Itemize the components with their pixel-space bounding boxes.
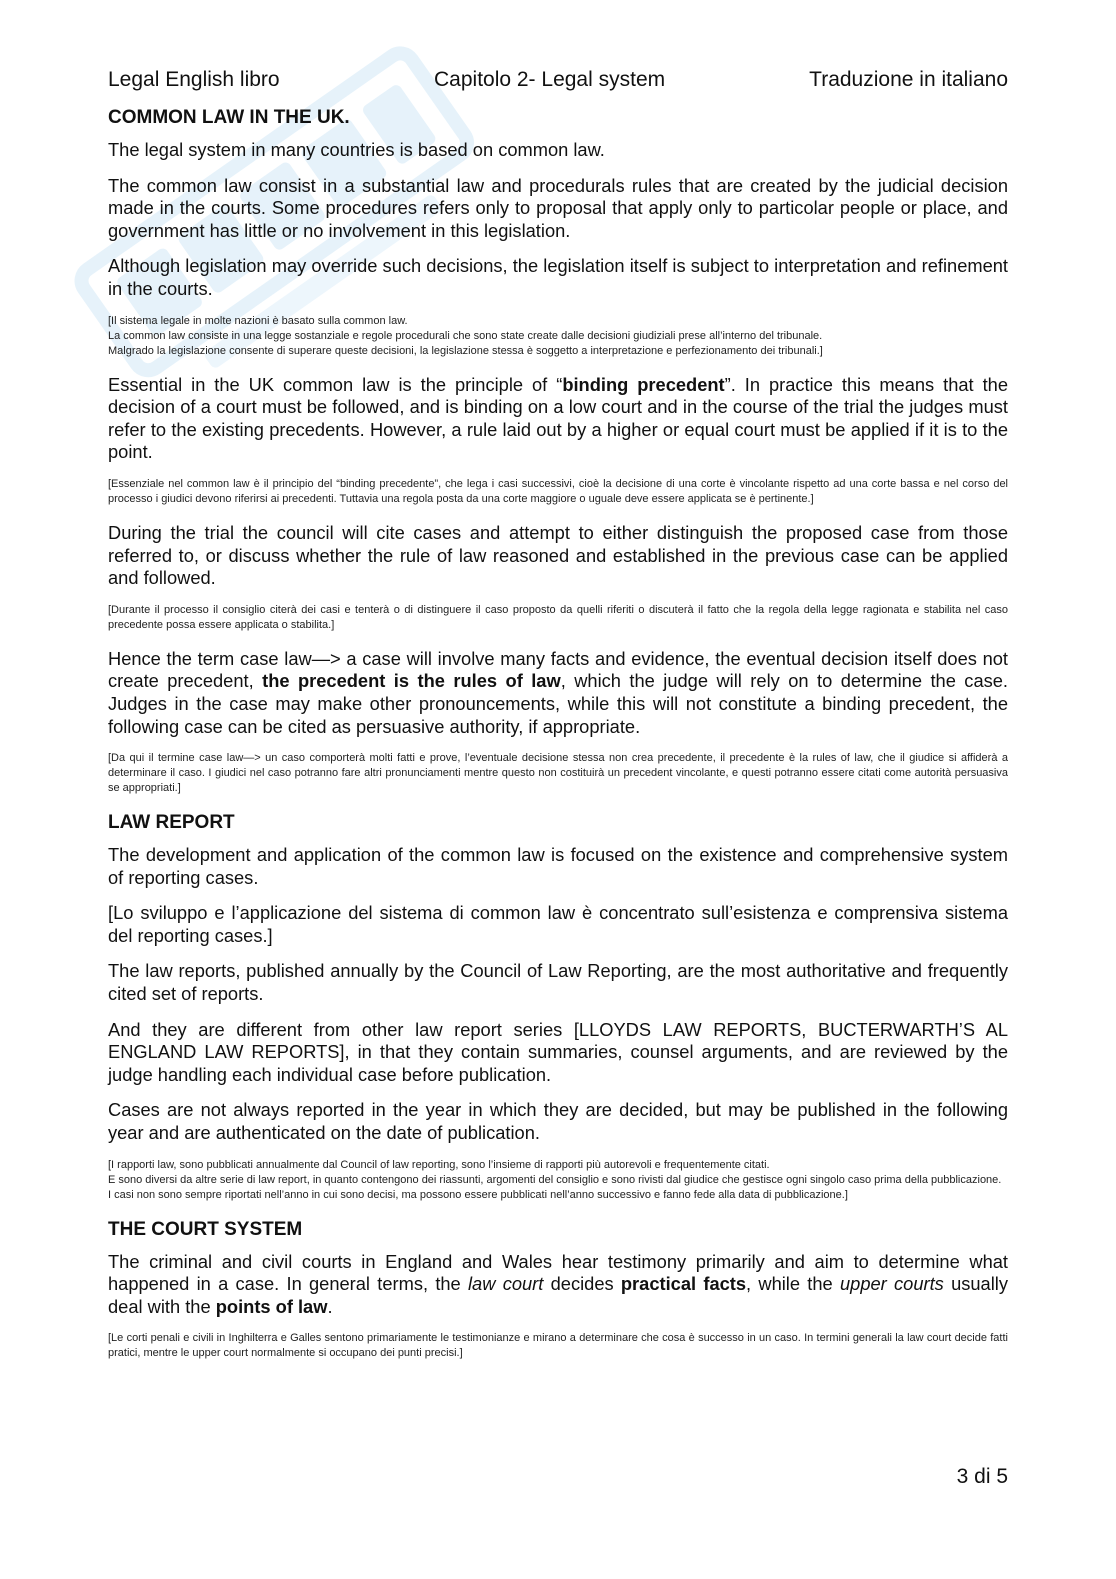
bold-term: practical facts — [620, 1273, 747, 1295]
translation-line: [Il sistema legale in molte nazioni è basato sulla common law. — [108, 314, 408, 327]
text-run: decides — [543, 1273, 621, 1295]
paragraph: The legal system in many countries is based on common law. — [108, 139, 605, 160]
paragraph: Although legislation may override such decisions, the legislation itself is subject to interpretation and refinement in the courts. — [108, 255, 1008, 299]
translation-block: [Durante il processo il consiglio citerà dei casi e tenterà o di distinguere il caso proposto da quelli riferiti o discuterà il fatto che la regola della legge ragionata e stabilita nel caso precedente possa essere applicata o stabilita.] — [108, 603, 1008, 631]
paragraph-case-law — [108, 648, 1008, 738]
text-run: , which the judge will rely on to determine the case. Judges in the case may make other pronouncements, while this will not constitute a binding precedent, the following case can be cited as persuasive authority, if appropriate. — [108, 670, 1009, 737]
paragraph: During the trial the council will cite cases and attempt to either distinguish the proposed case from those referred to, or discuss whether the rule of law reasoned and established in the previous case can be applied and followed. — [108, 521, 1008, 589]
translation-block — [108, 314, 1008, 359]
translation-line: [I rapporti law, sono pubblicati annualmente dal Council of law reporting, sono l’insieme di rapporti più autorevoli e frequentemente citati. — [108, 1158, 770, 1171]
paragraph: And they are different from other law report series [LLOYDS LAW REPORTS, BUCTERWARTH’S AL ENGLAND LAW REPORTS], in that they contain summaries, counsel arguments, and are reviewed by the judge handling each individual case before publication. — [108, 1018, 1008, 1085]
text-run: ”. In practice this means that the decision of a court must be followed, and is binding on a low court and in the course of the trial the judges must refer to the existing precedents. However, a rule laid out by a higher or equal court must be applied if it is to the point. — [108, 373, 1009, 463]
bold-term: binding precedent — [562, 373, 725, 395]
translation-block: [Le corti penali e civili in Inghilterra e Galles sentono primariamente le testimonianze e mirano a determinare che cosa è successo in un caso. In termini generali la law court decide fatti pratici, mentre le upper court normalmente si occupano dei punti precisi.] — [108, 1332, 1008, 1360]
bold-term: the precedent is the rules of law — [262, 670, 561, 692]
section-heading-common-law: COMMON LAW IN THE UK. — [108, 107, 350, 128]
italic-term: law court — [468, 1273, 544, 1295]
header-center: Capitolo 2- Legal system — [434, 68, 666, 91]
header-right: Traduzione in italiano — [809, 68, 1008, 91]
page-number: 3 di 5 — [956, 1465, 1008, 1488]
translation-line: I casi non sono sempre riportati nell’anno in cui sono decisi, ma possono essere pubblicati nell’anno successivo e fanno fede alla data di pubblicazione.] — [108, 1188, 848, 1201]
paragraph-court-system — [108, 1251, 1008, 1319]
paragraph: The law reports, published annually by the Council of Law Reporting, are the most authoritative and frequently cited set of reports. — [108, 960, 1008, 1005]
translation-line: La common law consiste in una legge sostanziale e regole procedurali che sono state create dalle decisioni giudiziali prese all’interno del tribunale. — [108, 329, 823, 342]
translation-line: E sono diversi da altre serie di law report, in quanto contengono dei riassunti, argomenti del consiglio e sono rivisti dal giudice che gestisce ogni singolo caso prima della pubblicazione. — [108, 1173, 1002, 1186]
page-content — [108, 106, 1008, 1376]
paragraph: The common law consist in a substantial law and procedurals rules that are created by the judicial decision made in the courts. Some procedures refers only to proposal that apply only to particolar people or place, and government has little or no involvement in this legislation. — [108, 174, 1008, 241]
header-left: Legal English libro — [108, 68, 280, 91]
text-run: The criminal and civil courts in England and Wales hear testimony primarily and aim to determine what happened in a case. In general terms, the — [108, 1250, 1008, 1295]
translation-block — [108, 1158, 1008, 1203]
page-header — [108, 68, 1008, 94]
paragraph: The development and application of the common law is focused on the existence and comprehensive system of reporting cases. — [108, 844, 1008, 888]
section-heading-law-report: LAW REPORT — [108, 812, 235, 834]
paragraph: Cases are not always reported in the year in which they are decided, but may be published in the following year and are authenticated on the date of publication. — [108, 1099, 1008, 1144]
text-run: Hence the term case law—> a case will involve many facts and evidence, the eventual decision itself does not create precedent, — [108, 647, 1008, 692]
text-run: , while the — [746, 1273, 840, 1295]
italic-term: upper courts — [840, 1273, 944, 1295]
translation-line: Malgrado la legislazione consente di superare queste decisioni, la legislazione stessa è soggetto a interpretazione e perfezionamento dei tribunali.] — [108, 344, 823, 357]
translation-block: [Da qui il termine case law—> un caso comporterà molti fatti e prove, l’eventuale decisione stessa non crea precedente, il precedente è la rules of law, che il giudice si affiderà a determinare il caso. I giudici nel caso potranno fare altri pronunciamenti mentre questo non costituirà un precedent vincolante, e questi potranno essere citati come autorità persuasiva se appropriati.] — [108, 752, 1008, 795]
paragraph: [Lo sviluppo e l’applicazione del sistema di common law è concentrato sull’esistenza e comprensiva sistema del reporting cases.] — [108, 902, 1008, 946]
section-heading-court-system: THE COURT SYSTEM — [108, 1218, 303, 1240]
text-run: . — [327, 1295, 333, 1317]
text-run: Essential in the UK common law is the principle of “ — [108, 373, 563, 395]
text-run: usually deal with the — [108, 1273, 1008, 1317]
bold-term: points of law — [215, 1295, 328, 1317]
translation-block: [Essenziale nel common law è il principio del “binding precedente”, che lega i casi successivi, cioè la decisione di una corte è vincolante rispetto ad una corte bassa e nel corso del processo i giudici devono riferirsi ai precedenti. Tuttavia una regola posta da una corte maggiore o uguale deve essere applicata se è pertinente.] — [108, 477, 1008, 505]
paragraph-binding-precedent — [108, 374, 1008, 464]
